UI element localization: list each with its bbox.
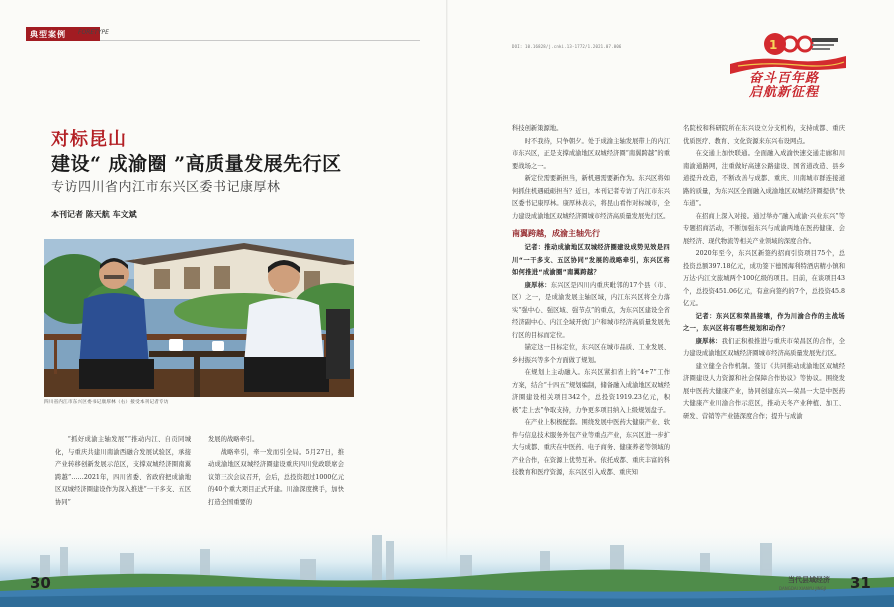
paragraph: “抓好成渝主轴发展”“推动内江、自贡同城化，与重庆共建川南渝西融合发展试验区，承接产业转移创新发展示范区，支撑双城经济圈南翼跨越”……2021年，四川省委、省政府把成渝地区双城经济圈建设作为深入推进“一干多支、五区协同” [55,436,191,506]
paragraph: 科技创新策源地。 [512,125,563,132]
answer-text: 东兴区是四川内重庆毗邻的17个县（市、区）之一，是成渝发展主轴区域，内江东兴区将全力落实“强中心、强区域、强节点”的重点，为东兴区建设全省经济副中心、内江全域开放门户和城市经济高质量发展先行区的目标而定位。 [512,281,670,339]
interview-question: 记者：推动成渝地区双城经济圈建设成势见效是四川“一干多支、五区协同”发展的战略牵引，东兴区将如何推进“成渝圈”南翼跨越？ [512,244,670,276]
article-kicker: 对标昆山 [51,129,127,150]
logo-slogan-1: 奋斗百年路 [749,71,820,86]
paragraph: 2020年至今，东兴区新签约招商引资项目75个，总投资总额397.18亿元，成功签下德国海利特酒店精小镇和万达·内江文旅城两个100亿级的项目。目前，在谈项目43个，总投资451.06亿元，有意向签约的7个，总投资45.8亿元。 [683,250,845,307]
paragraph: 在招商上深入对接。通过举办“融入成渝·兴业东兴”等专题招商活动，不断加强东兴与成渝两地在医药健康、会展经济、现代物流等相关产业领域的深度合作。 [683,212,845,245]
paragraph: 发展的战略牵引。 [208,436,259,443]
city-skyline-illustration [0,525,894,607]
paragraph: 在规划上主动融入。东兴区紧扣省上的“4+7”工作方案，结合“十四五”规划编制，储备融入成渝地区双城经济圈建设相关项目342个，总投资1919.23亿元，积极“走上去”争取支持，力争更多项目纳入上级规划盘子。 [512,369,670,414]
article-title: 建设“ 成渝圈 ”高质量发展先行区 [51,153,342,175]
magazine-masthead-en: DANGDAI XIANYU JINGJI [779,586,827,591]
paragraph: 名院校和科研院所在东兴设立分支机构，支持成都、重庆优质医疗、教育、文化资源来东兴布设网点。 [683,125,845,145]
header-rule [100,40,420,41]
photo-caption: 四川省内江市东兴区委书记康厚林（右）接受本刊记者专访 [44,400,169,405]
page-gutter [446,0,448,607]
paragraph: 锚定这一目标定位，东兴区在城市品质、工业发展、乡村振兴等多个方面做了规划。 [512,344,670,364]
paragraph: 时不我待，只争朝夕。处于成渝主轴发展带上的内江市东兴区，正是支撑成渝地区双城经济圈“南翼跨越”的重要战场之一。 [512,137,670,170]
section-heading: 南翼跨越，成渝主轴先行 [512,229,600,238]
interview-answer [683,336,845,361]
logo-slogan-2: 启航新征程 [749,85,820,100]
paragraph: 在产业上积极配套。围绕发展中医药大健康产业、软件与信息技术服务外包产业等重点产业，东兴区进一步扩大与成都、重庆在中医药、电子商务、健康养老等领域的产业合作，在资源上优势互补。依托成都、重庆丰富的科技教育和医疗资源，东兴区引入成都、重庆知 [512,419,670,476]
paragraph: 在交通上加快联通。全面融入成渝快速交通走廊和川南渝通路网，注重做好高速公路建设、国省道改造、县乡道提升改造，不断改善与成都、重庆、川南城市群连接道路的质量，为东兴区全面融入成渝地区双城经济圈提供“快车道”。 [683,150,845,207]
magazine-masthead: 当代县域经济 [788,576,830,584]
paragraph: 新定位需要新担当，新机遇需要新作为。东兴区将如何抓住机遇砥砺担当？近日，本刊记者专访了内江市东兴区委书记康厚林。康厚林表示，将昆山看作对标城市，全力建设成渝地区双城经济圈城市经济高质量发展先行区。 [512,175,670,220]
section-tag-label: 典型案例 [30,28,66,39]
article-byline: 本刊记者 陈天航 车文斌 [51,210,137,219]
article-subtitle: 专访四川省内江市东兴区委书记康厚林 [51,180,281,195]
speaker-label: 康厚林： [695,337,722,345]
paragraph: 战略牵引，牵一发而引全局。5月27日，推动成渝地区双城经济圈建设重庆四川党政联席会议第三次会议召开，会后，总投资超过1000亿元的40个重大项目正式开建。川渝深度携手，加快打造全国重要的 [208,448,344,506]
paragraph: 建立健全合作机制。签订《共同推动成渝地区双城经济圈建设人力资源和社会保障合作协议》等协议。围绕发展中医药大健康产业，协同创建东兴—荣昌一大是中医药大健康产业川渝合作示范区，推动天冬产业种植、加工、研发、营销等产业链深度合作；提升与成渝 [683,362,845,420]
answer-text: 我们正积极推进与重庆市荣昌区的合作，全力建设成渝地区双城经济圈城市经济高质量发展先行区。 [683,337,845,357]
text-column-right [683,123,845,518]
interview-question: 记者：东兴区和荣昌接壤，作为川渝合作的主战场之一，东兴区将有哪些规划和动作？ [683,312,845,332]
interview-answer [512,280,670,343]
section-tag-en: FORETYPE [78,29,109,36]
page-number-right: 31 [850,574,871,592]
doi-line: DOI: 10.16828/j.cnki.13-1772/1.2021.07.006 [512,44,622,49]
text-column-middle [512,123,670,518]
speaker-label: 康厚林： [524,281,551,289]
interview-photo [44,239,354,397]
page-number-left: 30 [30,574,51,592]
svg-text:1: 1 [769,38,778,52]
